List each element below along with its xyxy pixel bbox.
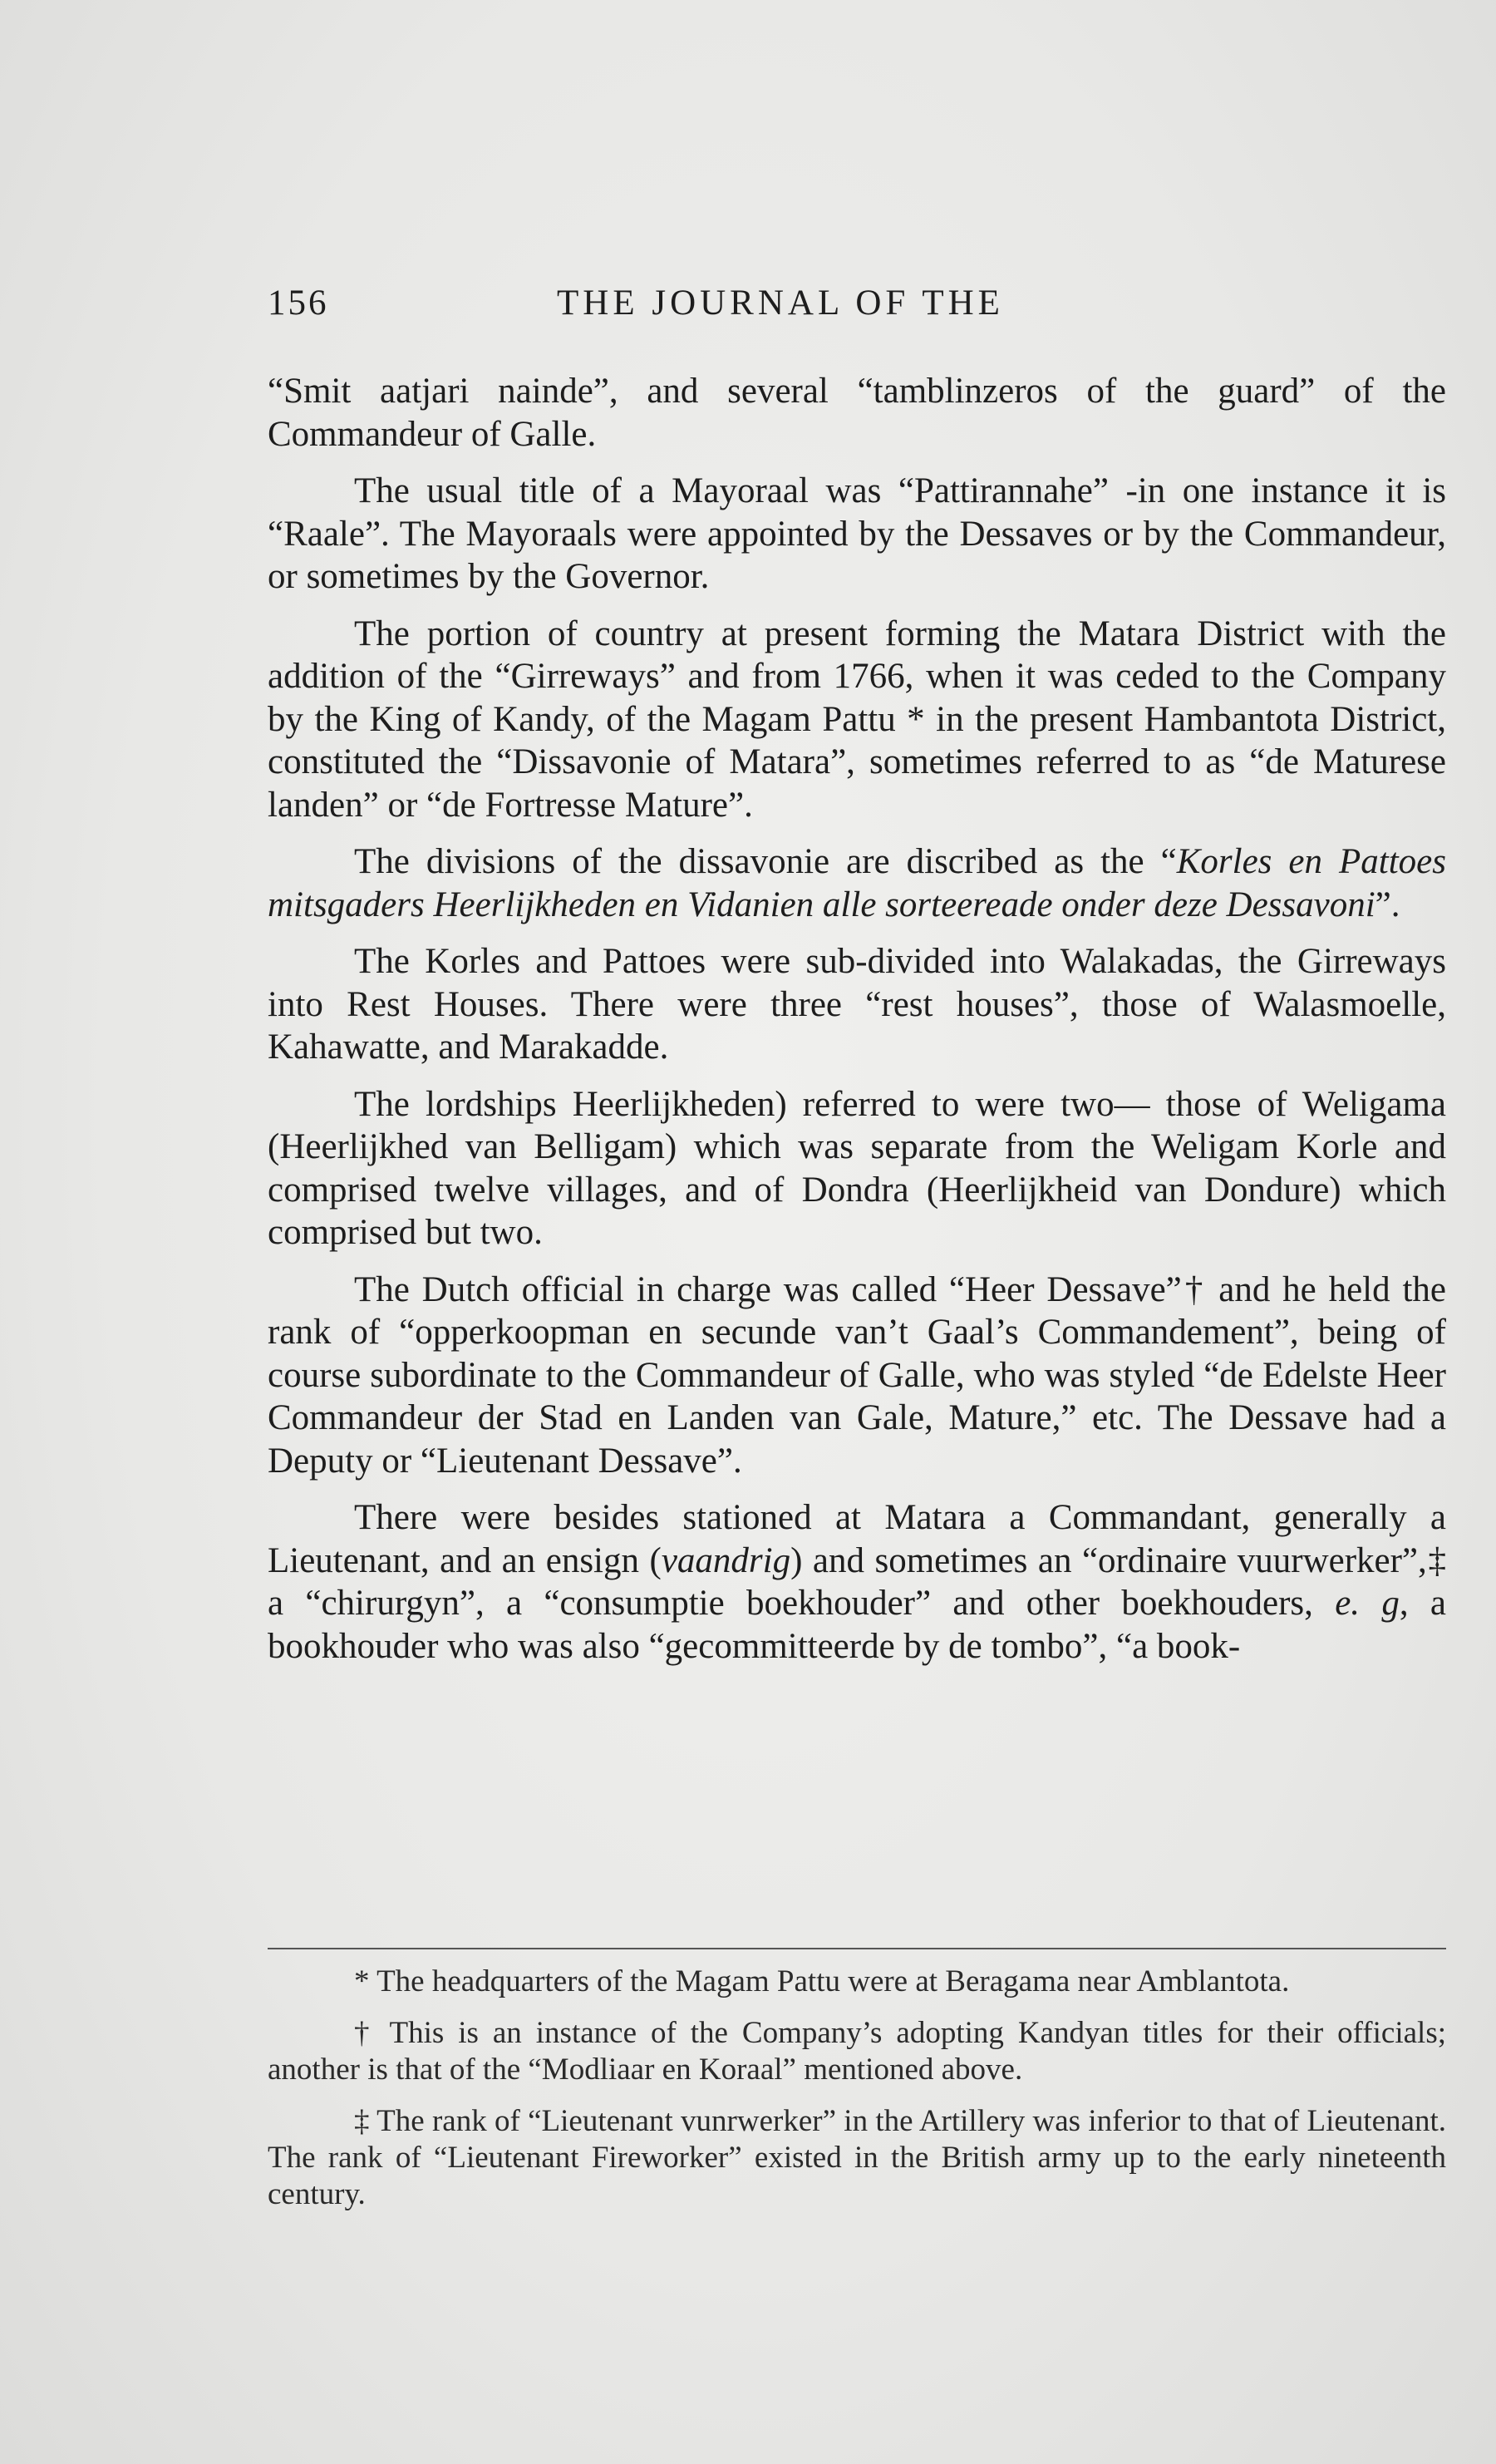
paragraph-text: The divisions of the dissavonie are discribed as the “ bbox=[354, 842, 1177, 881]
paragraph: The lordships Heerlijkheden) referred to were two— those of Weligama (Heerlijkhed van Belligam) which was separate from the Weligam Korle and comprised twelve villages, and of Dondra (Heerlijkheid van Dondure) which comprised but two. bbox=[268, 1084, 1446, 1252]
italic-abbrev: e. g bbox=[1335, 1584, 1400, 1623]
paragraph: The Dutch official in charge was called “Heer Dessave”† and he held the rank of “opperkoopman en secunde van’t Gaal’s Commandement”, being of course subordinate to the Commandeur of Galle, who was styled “de Edelste Heer Commandeur der Stad en Landen van Gale, Mature,” etc. The Dessave had a Deputy or “Lieutenant Dessave”. bbox=[268, 1269, 1446, 1481]
italic-term: vaandrig bbox=[661, 1540, 791, 1580]
paragraph: “Smit aatjari nainde”, and several “tamblinzeros of the guard” of the Commandeur of Galle. bbox=[268, 372, 1446, 454]
footnote: † This is an instance of the Company’s adopting Kandyan titles for their officials; another is that of the “Modliaar en Koraal” mentioned above. bbox=[268, 2016, 1446, 2087]
footnote: ‡ The rank of “Lieutenant vunrwerker” in the Artillery was inferior to that of Lieutenant. The rank of “Lieutenant Fireworker” existed in the British army up to the early nineteenth century. bbox=[268, 2104, 1446, 2211]
running-title: THE JOURNAL OF THE bbox=[557, 283, 1004, 323]
paragraph: The portion of country at present forming the Matara District with the addition of the “Girreways” and from 1766, when it was ceded to the Company by the King of Kandy, of the Magam Pattu * in the present Hambantota District, constituted the “Dissavonie of Matara”, sometimes referred to as “de Maturese landen” or “de Fortresse Mature”. bbox=[268, 614, 1446, 825]
footnotes bbox=[268, 1964, 1446, 2228]
paragraph: The Korles and Pattoes were sub-divided into Walakadas, the Girreways into Rest Houses. There were three “rest houses”, those of Walasmoelle, Kahawatte, and Marakadde. bbox=[268, 942, 1446, 1067]
paragraph-text: , a bookhouder who was also “gecommitteerde by de tombo”, “a book- bbox=[268, 1584, 1446, 1666]
body-text bbox=[268, 370, 1446, 1682]
paragraph: The usual title of a Mayoraal was “Pattirannahe” -in one instance it is “Raale”. The Mayoraals were appointed by the Dessaves or by the Commandeur, or sometimes by the Governor. bbox=[268, 471, 1446, 596]
page-number: 156 bbox=[268, 283, 329, 323]
paragraph bbox=[268, 840, 1446, 926]
page-header bbox=[268, 283, 1446, 333]
paragraph-text: ”. bbox=[1375, 885, 1400, 924]
footnote-divider bbox=[268, 1948, 1446, 1949]
paragraph-text: ) and sometimes an “ordinaire vuurwerker”,‡ a “chirurgyn”, a “consumptie boekhouder” and other boekhouders, bbox=[268, 1540, 1446, 1623]
italic-quote: Korles en Pattoes mitsgaders Heerlijkheden en Vidanien alle sorteereade onder deze Dessavoni bbox=[268, 842, 1446, 924]
paragraph bbox=[268, 1496, 1446, 1668]
footnote: * The headquarters of the Magam Pattu were at Beragama near Amblantota. bbox=[354, 1964, 1290, 1998]
paragraph-text: There were besides stationed at Matara a Commandant, generally a Lieutenant, and an ensign ( bbox=[268, 1498, 1446, 1580]
